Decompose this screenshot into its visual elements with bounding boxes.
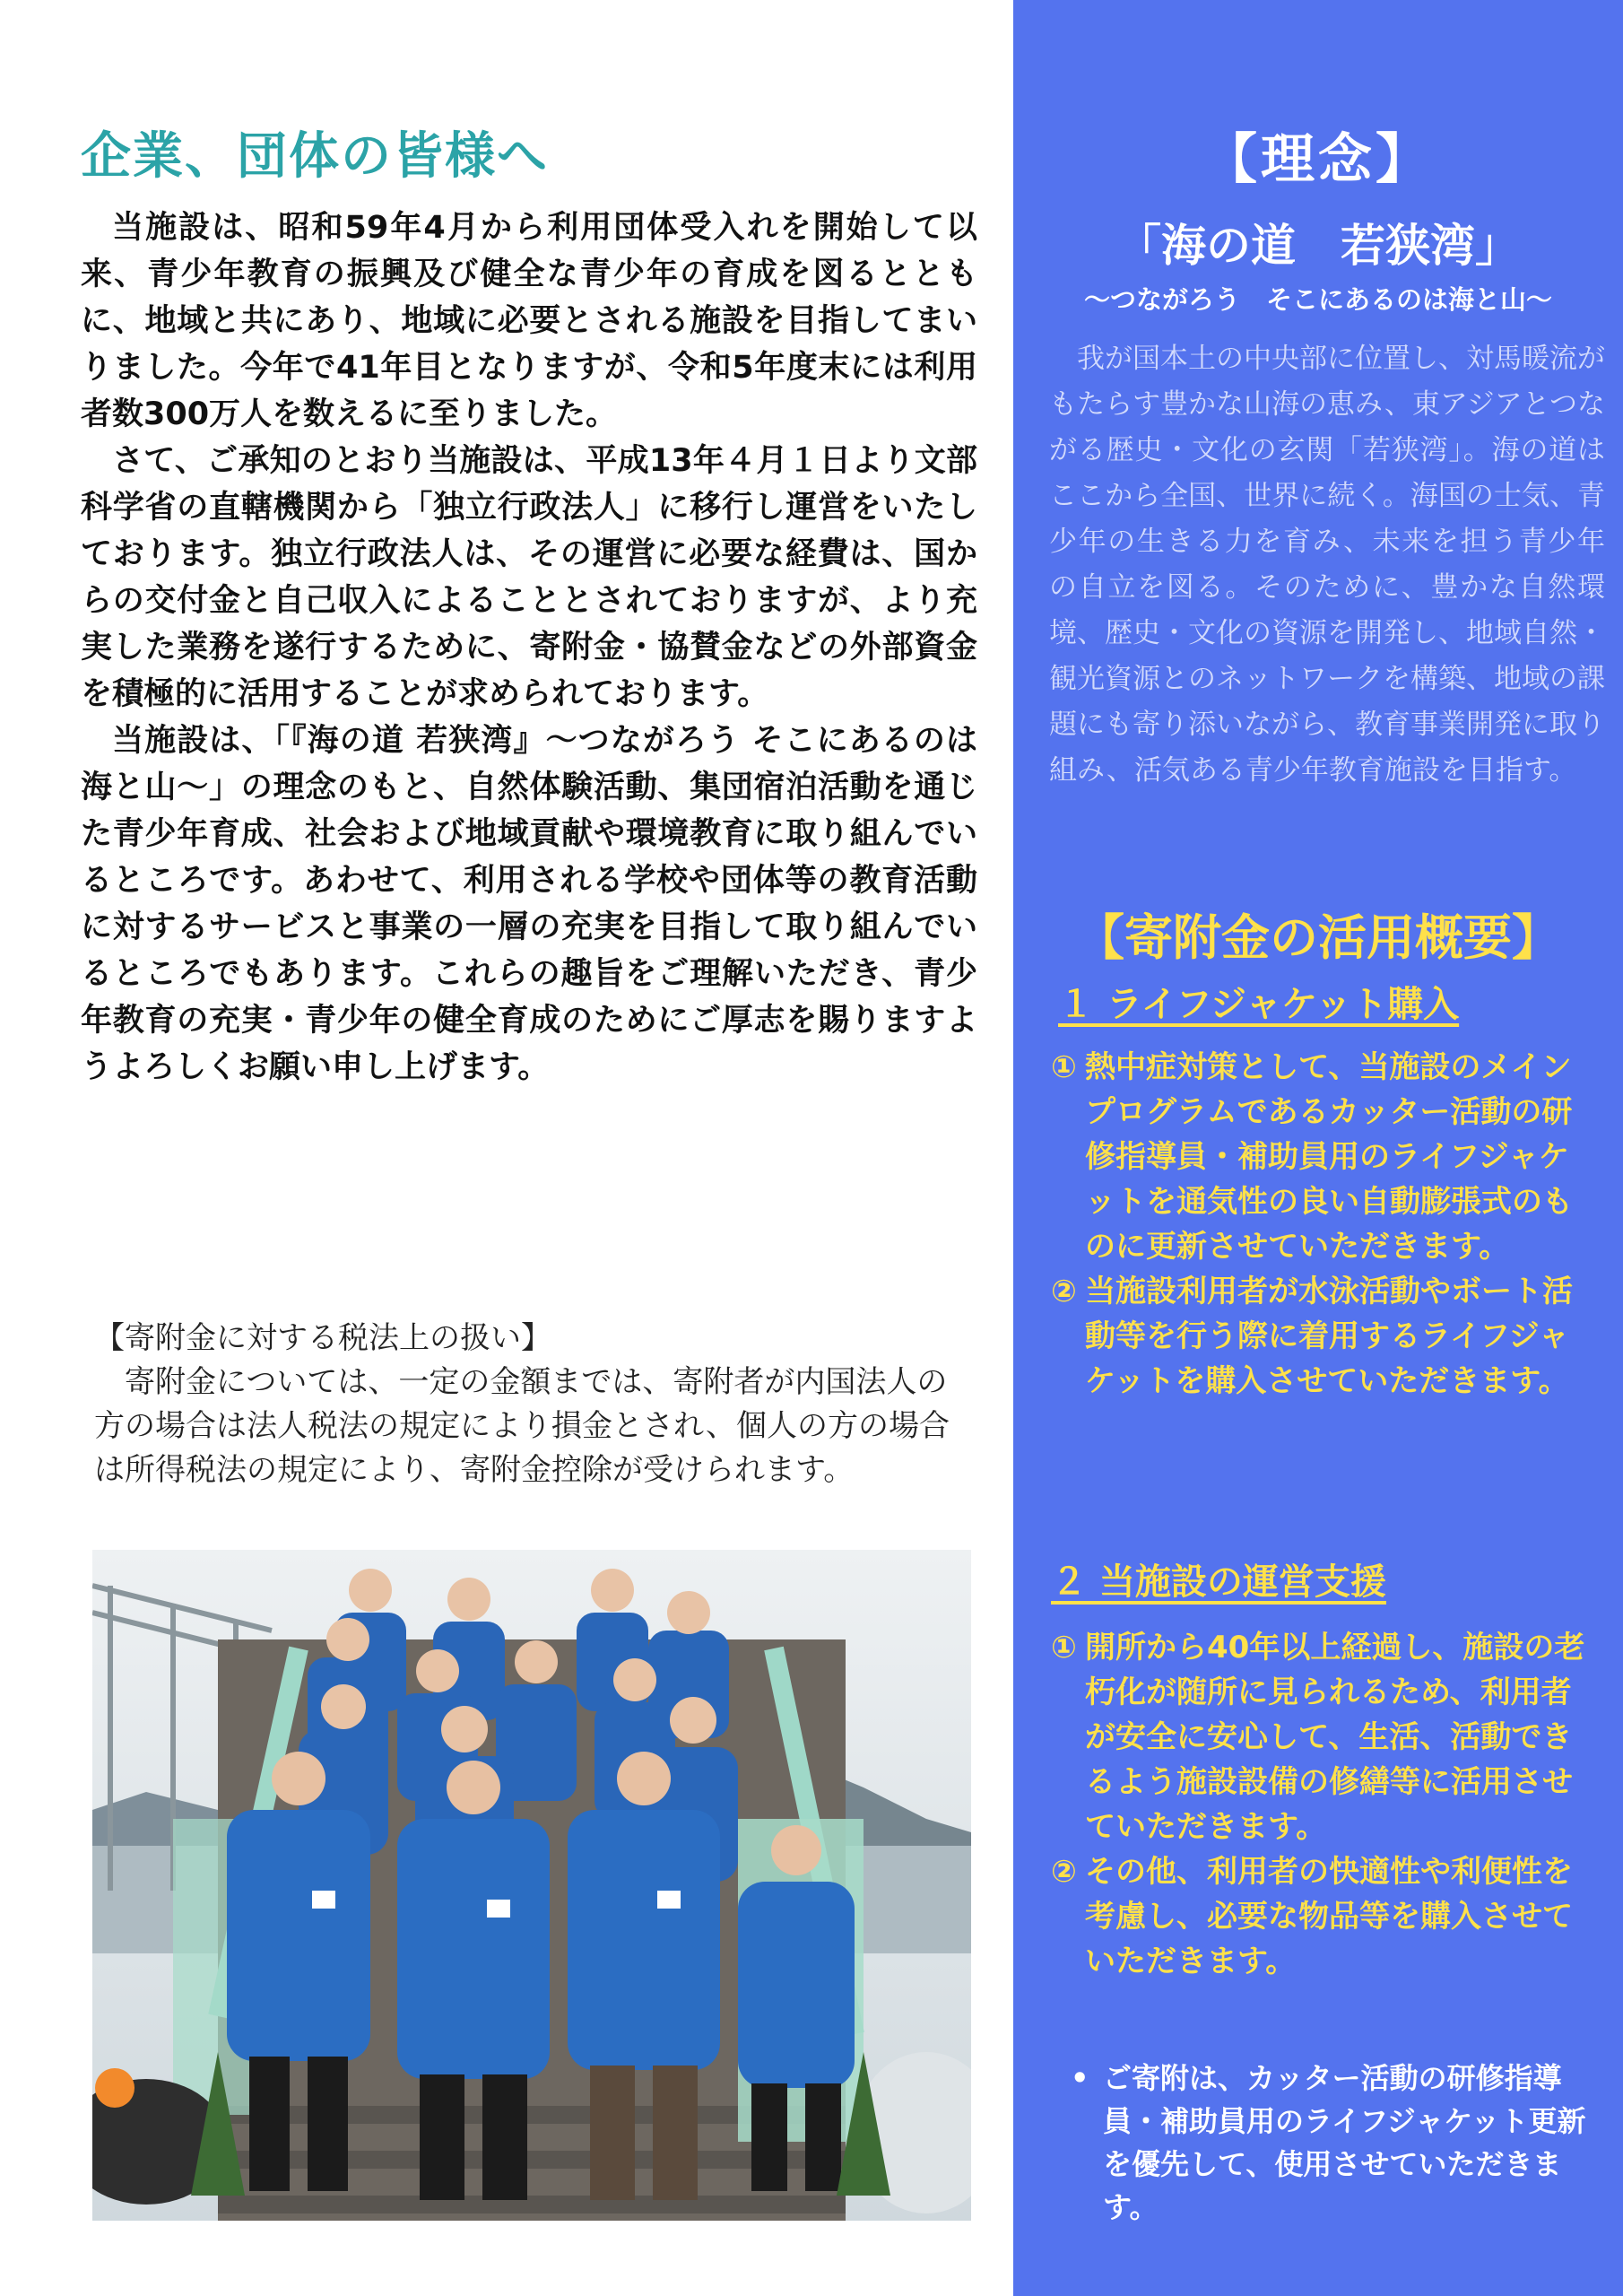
intro-paragraph: 当施設は、昭和59年4月から利用団体受入れを開始して以来、青少年教育の振興及び健全な青少年の育成を図るとともに、地域と共にあり、地域に必要とされる施設を目指してまいりました。今年で41年目となりますが、令和5年度末には利用者数300万人を数えるに至りました。 (81, 210, 977, 432)
bullet-icon: • (1071, 2061, 1089, 2095)
tax-heading: 【寄附金に対する税法上の扱い】 (94, 1320, 551, 1356)
tax-body: 寄附金については、一定の金額までは、寄附者が内国法人の方の場合は法人税法の規定により損金とされ、個人の方の場合は所得税法の規定により、寄附金控除が受けられます。 (94, 1364, 950, 1488)
section-lifejacket-heading: １ ライフジャケット購入 (1058, 984, 1460, 1025)
intro-paragraph: さて、ご承知のとおり当施設は、平成13年４月１日より文部科学省の直轄機関から「独立行政法人」に移行し運営をいたしております。独立行政法人は、その運営に必要な経費は、国からの交付金と自己収入によることとされておりますが、より充実した業務を遂行するために、寄附金・協賛金などの外部資金を積極的に活用することが求められております。 (81, 443, 977, 712)
item-text: 熱中症対策として、当施設のメインプログラムであるカッター活動の研修指導員・補助員用のライフジャケットを通気性の良い自動膨張式のものに更新させていただきます。 (1085, 1049, 1573, 1265)
staff-photo-illustration (92, 1550, 971, 2221)
donation-note (1067, 2057, 1605, 2229)
section-operation-support-list (1051, 1625, 1598, 1984)
item-number: ② (1051, 1854, 1077, 1890)
subslogan: ～つながろう そこにあるのは海と山～ (1083, 284, 1552, 315)
staff-group-photo (92, 1550, 971, 2221)
list-item (1051, 1045, 1598, 1269)
item-number: ② (1051, 1274, 1077, 1309)
philosophy-body: 我が国本土の中央部に位置し、対馬暖流がもたらす豊かな山海の恵み、東アジアとつながる歴史・文化の玄関「若狭湾」。海の道はここから全国、世界に続く。海国の士気、青少年の生きる力を育み、未来を担う青少年の自立を図る。そのために、豊かな自然環境、歴史・文化の資源を開発し、地域自然・観光資源とのネットワークを構築、地域の課題にも寄り添いながら、教育事業開発に取り組み、活気ある青少年教育施設を目指す。 (1049, 343, 1605, 787)
tax-info (94, 1317, 977, 1492)
donation-usage-heading: 【寄附金の活用概要】 (1076, 909, 1560, 966)
page-title: 企業、団体の皆様へ (81, 127, 549, 186)
slogan: 「海の道 若狭湾」 (1116, 220, 1520, 272)
list-item (1051, 1849, 1598, 1984)
item-text: 開所から40年以上経過し、施設の老朽化が随所に見られるため、利用者が安全に安心して、生活、活動できるよう施設設備の修繕等に活用させていただきます。 (1085, 1630, 1585, 1845)
note-item (1067, 2057, 1605, 2229)
item-text: 当施設利用者が水泳活動やボート活動等を行う際に着用するライフジャケットを購入させていただきます。 (1085, 1274, 1573, 1399)
section-lifejacket-list (1051, 1045, 1598, 1404)
list-item (1051, 1625, 1598, 1849)
note-text: ご寄附は、カッター活動の研修指導員・補助員用のライフジャケット更新を優先して、使用させていただきます。 (1103, 2061, 1586, 2224)
intro-text (81, 204, 977, 1091)
right-panel (1013, 0, 1623, 2296)
section-operation-support-heading: ２ 当施設の運営支援 (1051, 1561, 1386, 1603)
list-item (1051, 1269, 1598, 1404)
intro-paragraph: 当施設は、「『海の道 若狭湾』～つながろう そこにあるのは海と山～」の理念のもと、自然体験活動、集団宿泊活動を通じた青少年育成、社会および地域貢献や環境教育に取り組んでいるところです。あわせて、利用される学校や団体等の教育活動に対するサービスと事業の一層の充実を目指して取り組んでいるところでもあります。これらの趣旨をご理解いただき、青少年教育の充実・青少年の健全育成のためにご厚志を賜りますようよろしくお願い申し上げます。 (81, 723, 977, 1085)
item-number: ① (1051, 1630, 1077, 1665)
item-text: その他、利用者の快適性や利便性を考慮し、必要な物品等を購入させていただきます。 (1085, 1854, 1573, 1979)
item-number: ① (1051, 1049, 1077, 1085)
philosophy-heading: 【理念】 (1203, 128, 1433, 191)
